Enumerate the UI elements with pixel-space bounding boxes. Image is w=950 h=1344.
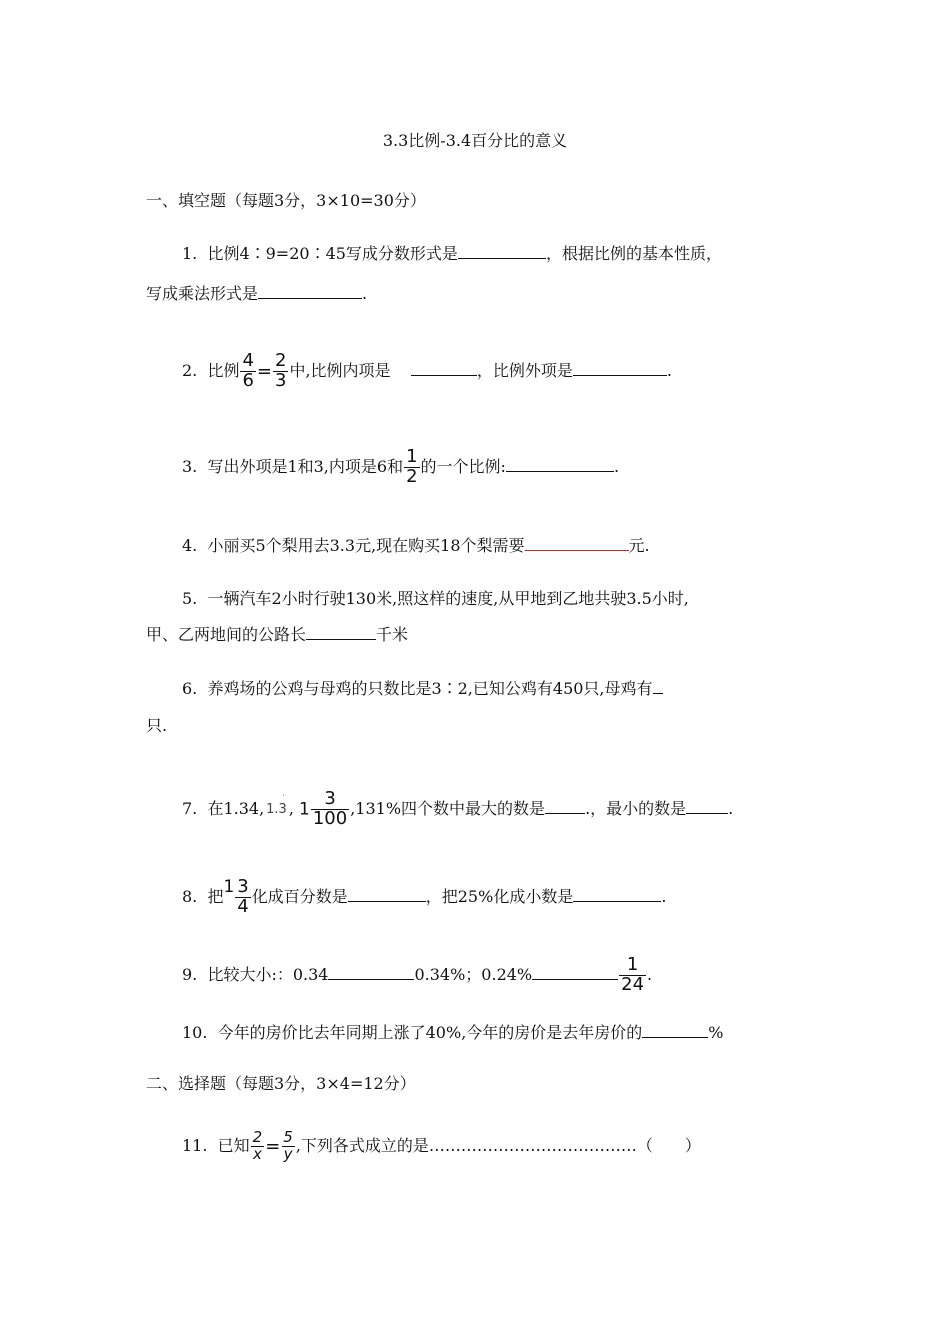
answer-blank[interactable]: [348, 887, 426, 902]
answer-blank[interactable]: [642, 1023, 708, 1038]
question-5-cont: 甲、乙两地间的公路长 千米: [146, 625, 409, 644]
question-6-cont: 只.: [146, 716, 168, 735]
answer-blank[interactable]: [686, 799, 728, 814]
question-10: 10. 今年的房价比去年同期上涨了40%,今年的房价是去年房价的 %: [182, 1023, 724, 1042]
question-11: 11. 已知 $\frac{2}{x}$ = $\frac{5}{y}$ ,下列各式成立的是…………………………………（ ）: [182, 1128, 701, 1163]
fraction: $\frac{3}{4}$: [237, 876, 249, 917]
answer-blank[interactable]: [328, 965, 414, 980]
question-2: 2. 比例 $\frac{4}{6}$ = $\frac{2}{3}$ 中,比例内项是 ，比例外项是 .: [182, 350, 672, 391]
answer-blank[interactable]: [573, 361, 667, 376]
answer-blank[interactable]: [258, 284, 362, 299]
answer-blank[interactable]: [653, 679, 663, 694]
answer-blank[interactable]: [545, 799, 585, 814]
answer-blank[interactable]: [411, 361, 477, 376]
fraction: $\frac{2}{x}$: [252, 1128, 263, 1163]
question-4: 4. 小丽买5个梨用去3.3元,现在购买18个梨需要 元.: [182, 536, 650, 555]
question-5: 5. 一辆汽车2小时行驶130米,照这样的速度,从甲地到乙地共驶3.5小时,: [182, 589, 689, 608]
fraction: $\frac{1}{24}$: [621, 954, 645, 995]
fraction: $\frac{2}{3}$: [275, 350, 287, 391]
section-2-heading: 二、选择题（每题3分，3×4=12分）: [146, 1074, 416, 1093]
answer-blank[interactable]: [525, 536, 629, 551]
fraction: $\frac{3}{100}$: [312, 788, 348, 829]
answer-blank[interactable]: [532, 965, 618, 980]
fraction: $\frac{4}{6}$: [242, 350, 254, 391]
page-title: 3.3比例-3.4百分比的意义: [382, 131, 568, 150]
question-1: 1. 比例4∶9=20∶45写成分数形式是 ，根据比例的基本性质，: [182, 244, 722, 263]
answer-blank[interactable]: [306, 625, 376, 640]
question-7: 7. 在1.34, 1.3 ˙ , 1 $\frac{3}{100}$ ,131%四个数中最大的数是 .，最小的数是 .: [182, 788, 734, 829]
question-8: 8. 把1 $\frac{3}{4}$ 化成百分数是 ，把25%化成小数是 .: [182, 876, 667, 917]
answer-blank[interactable]: [506, 457, 614, 472]
question-6: 6. 养鸡场的公鸡与母鸡的只数比是3∶2,已知公鸡有450只,母鸡有: [182, 676, 663, 699]
question-9: 9. 比较大小:：0.34 0.34%；0.24% $\frac{1}{24}$ .: [182, 954, 653, 995]
section-1-heading: 一、填空题（每题3分，3×10=30分）: [146, 191, 426, 210]
answer-blank[interactable]: [573, 887, 661, 902]
answer-blank[interactable]: [458, 244, 546, 259]
question-3: 3. 写出外项是1和3,内项是6和 $\frac{1}{2}$ 的一个比例: .: [182, 446, 620, 487]
fraction: $\frac{1}{2}$: [406, 446, 418, 487]
question-1-cont: 写成乘法形式是 .: [146, 284, 368, 303]
fraction: $\frac{5}{y}$: [283, 1128, 293, 1163]
repeating-decimal: 1.3 ˙: [266, 793, 287, 817]
